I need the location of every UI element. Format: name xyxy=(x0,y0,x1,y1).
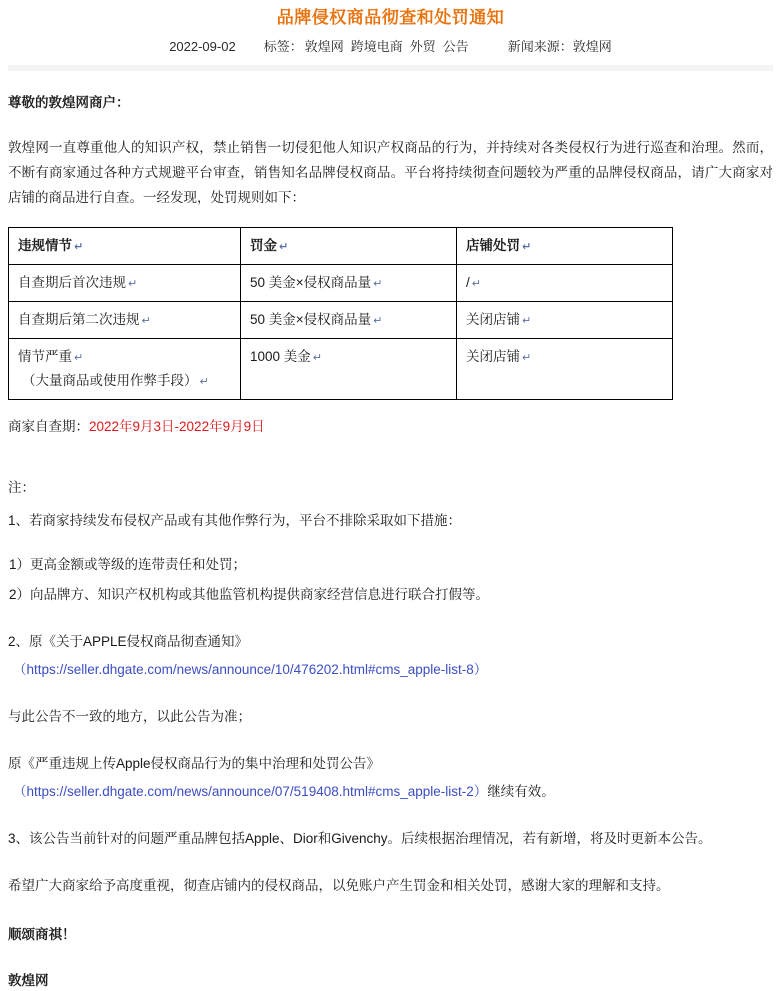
table-row xyxy=(9,302,673,339)
note-item-2: 2、原《关于APPLE侵权商品彻查通知》 xyxy=(8,634,249,649)
pilcrow-mark: ↵ xyxy=(74,352,84,364)
article-meta xyxy=(0,29,781,56)
spacer xyxy=(8,803,773,817)
tag-foreign-trade[interactable]: 外贸 xyxy=(409,39,436,54)
apple-severe-violation-notice-link[interactable]: https://seller.dhgate.com/news/announce/07/519408.html#cms_apple-list-2 xyxy=(26,784,474,799)
salutation: 尊敬的敦煌网商户： xyxy=(8,95,130,110)
table-row xyxy=(9,339,673,400)
self-check-period-line xyxy=(8,414,773,439)
note-1-sub-1: 1）更高金额或等级的连带责任和处罚； xyxy=(9,557,247,572)
intro-paragraph: 敦煌网一直尊重他人的知识产权，禁止销售一切侵犯他人知识产权商品的行为，并持续对各类侵权行为进行巡查和治理。然而，不断有商家通过各种方式规避平台审查，销售知名品牌侵权商品。平台将持续彻查问题较为严重的品牌侵权商品，请广大商家对店铺的商品进行自查。一经发现，处罚规则如下： xyxy=(8,140,773,205)
pilcrow-mark: ↵ xyxy=(279,241,289,253)
cell-penalty: / ↵ xyxy=(457,265,673,302)
spacer xyxy=(8,681,773,695)
spacer xyxy=(8,532,773,546)
pilcrow-mark: ↵ xyxy=(522,241,532,253)
cell-penalty: 关闭店铺 ↵ xyxy=(457,339,673,400)
signature: 敦煌网 xyxy=(8,973,49,988)
pilcrow-mark: ↵ xyxy=(199,376,209,388)
table-header-violation: 违规情节 ↵ xyxy=(9,228,241,265)
spacer xyxy=(8,439,773,453)
tag-announcement[interactable]: 公告 xyxy=(442,39,469,54)
note-1-sub-2: 2）向品牌方、知识产权机构或其他监管机构提供商家经营信息进行联合打假等。 xyxy=(9,587,490,602)
cell-fine: 50 美金×侵权商品量 ↵ xyxy=(241,265,457,302)
penalty-rules-table xyxy=(8,227,673,400)
note-2-url-line xyxy=(8,659,773,681)
pilcrow-mark: ↵ xyxy=(471,278,481,290)
notes-heading: 注： xyxy=(8,480,35,495)
article-body xyxy=(0,93,781,991)
note-item-3: 3、该公告当前针对的问题严重品牌包括Apple、Dior和Givenchy。后续根据治理情况，若有新增，将及时更新本公告。 xyxy=(8,831,712,846)
spacer xyxy=(8,728,773,742)
paren-close: ） xyxy=(473,662,488,677)
cell-fine: 1000 美金 ↵ xyxy=(241,339,457,400)
table-header-fine: 罚金 ↵ xyxy=(241,228,457,265)
note-2-follow-text: 与此公告不一致的地方，以此公告为准； xyxy=(8,709,251,724)
cell-penalty: 关闭店铺 ↵ xyxy=(457,302,673,339)
source-label: 新闻来源： xyxy=(507,39,573,54)
apple-investigation-notice-link[interactable]: https://seller.dhgate.com/news/announce/10/476202.html#cms_apple-list-8 xyxy=(26,662,474,677)
pilcrow-mark: ↵ xyxy=(141,315,151,327)
cell-violation: 情节严重 ↵ （大量商品或使用作弊手段） ↵ xyxy=(9,339,241,400)
header-divider xyxy=(8,65,773,71)
note-2b-title: 原《严重违规上传Apple侵权商品行为的集中治理和处罚公告》 xyxy=(8,756,381,771)
note-item-1: 1、若商家持续发布侵权产品或有其他作弊行为，平台不排除采取如下措施： xyxy=(8,513,462,528)
cell-violation-detail: （大量商品或使用作弊手段） ↵ xyxy=(22,373,209,388)
page-title: 品牌侵权商品彻查和处罚通知 xyxy=(276,8,505,27)
table-header-row xyxy=(9,228,673,265)
table-header-penalty: 店铺处罚 ↵ xyxy=(457,228,673,265)
pilcrow-mark: ↵ xyxy=(312,352,323,364)
tag-cross-border-ecommerce[interactable]: 跨境电商 xyxy=(350,39,403,54)
self-check-label: 商家自查期： xyxy=(8,419,89,434)
spacer xyxy=(8,606,773,620)
pilcrow-mark: ↵ xyxy=(522,315,532,327)
cell-fine: 50 美金×侵权商品量 ↵ xyxy=(241,302,457,339)
table-row xyxy=(9,265,673,302)
paren-open: （ xyxy=(13,784,27,799)
self-check-period-value: 2022年9月3日-2022年9月9日 xyxy=(89,419,265,434)
publish-date: 2022-09-02 xyxy=(169,39,236,54)
pilcrow-mark: ↵ xyxy=(128,278,138,290)
pilcrow-mark: ↵ xyxy=(373,278,383,290)
cell-violation: 自查期后首次违规 ↵ xyxy=(9,265,241,302)
paren-open: （ xyxy=(13,662,27,677)
closing-greeting: 顺颂商祺！ xyxy=(8,927,76,942)
paren-close: ） xyxy=(473,784,488,799)
source-value: 敦煌网 xyxy=(572,39,612,54)
pilcrow-mark: ↵ xyxy=(522,352,532,364)
tag-dhgate[interactable]: 敦煌网 xyxy=(304,39,344,54)
tags-label: 标签： xyxy=(263,39,303,54)
cell-violation: 自查期后第二次违规 ↵ xyxy=(9,302,241,339)
spacer xyxy=(8,850,773,864)
note-2b-tail: 继续有效。 xyxy=(487,784,555,799)
note-2b-url-line xyxy=(8,781,773,803)
pilcrow-mark: ↵ xyxy=(373,315,383,327)
appeal-paragraph: 希望广大商家给予高度重视，彻查店铺内的侵权商品，以免账户产生罚金和相关处罚，感谢大家的理解和支持。 xyxy=(8,878,670,893)
pilcrow-mark: ↵ xyxy=(74,241,84,253)
